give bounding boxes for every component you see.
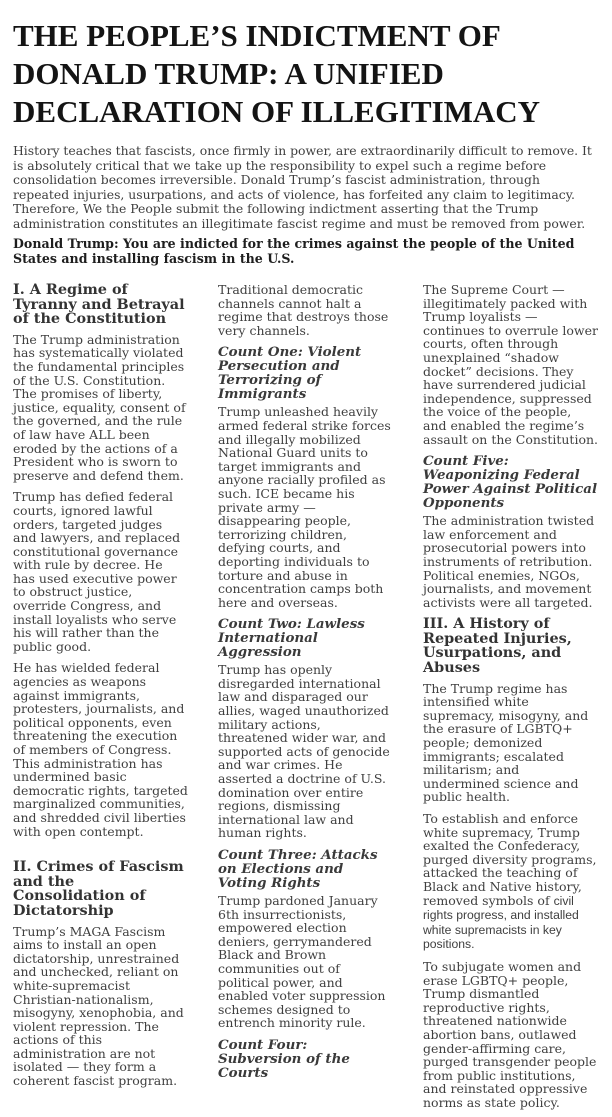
body-paragraph: Trump’s MAGA Fascism aims to install an open dictatorship, unrestrained and unchecked, reliant on white-supremacist Christian-nationalism, misogyny, xenophobia, and violent repression. The actions of this administration are not isolated — they form a coherent fascist program. xyxy=(13,923,184,1089)
count-heading: Count Three: Attacks on Elections and Voting Rights xyxy=(218,847,378,891)
sans-text-run: civil rights progress, and installed white supremacists in key positions. xyxy=(423,893,579,952)
body-paragraph: Trump has openly disregarded international law and disparaged our allies, waged unauthorized military actions, threatened wider war, and supported acts of genocide and war crimes. He asserted a doctrine of U.S. domination over entire regions, dismissing international law and human rights. xyxy=(218,662,390,841)
title-line: THE PEOPLE’S INDICTMENT OF xyxy=(13,18,501,53)
count-heading: Count Two: Lawless International Aggression xyxy=(218,616,365,661)
body-paragraph: The Supreme Court — illegitimately packed with Trump loyalists — continues to overrule lower courts, often through unexplained “shadow docket” decisions. They have surrendered judicial independence, suppressed the voice of the people, and enabled the regime’s assault on the Constitution. xyxy=(423,282,598,447)
body-paragraph-mixed-font xyxy=(423,812,598,952)
body-paragraph: Trump has defied federal courts, ignored lawful orders, targeted judges and lawyers, and replaced constitutional governance with rule by decree. He has used executive power to obstruct justice, override Congress, and install loyalists who serve his will rather than the public good. xyxy=(13,489,181,654)
serif-text-run: To establish and enforce white supremacy, Trump exalted the Confederacy, purged diversity programs, attacked the teaching of Black and Native history, removed symbols of xyxy=(423,811,597,908)
count-heading: Count Four: Subversion of the Courts xyxy=(218,1036,350,1081)
column-3 xyxy=(423,283,598,1117)
body-paragraph: To subjugate women and erase LGBTQ+ people, Trump dismantled reproductive rights, threatened nationwide abortion bans, outlawed gender-affirming care, purged transgender people from public institutions, and reinstated oppressive norms as state policy. xyxy=(423,958,597,1110)
document-title xyxy=(13,17,598,131)
count-heading: Count One: Violent Persecution and Terrorizing of Immigrants xyxy=(218,344,362,403)
body-paragraph: The Trump administration has systematically violated the fundamental principles of the U.S. Constitution. The promises of liberty, justice, equality, consent of the governed, and the rule of law have ALL been eroded by the actions of a President who is sworn to preserve and defend them. xyxy=(13,331,186,483)
section-heading: I. A Regime of Tyranny and Betrayal of the Constitution xyxy=(13,281,185,328)
body-paragraph: Trump unleashed heavily armed federal strike forces and illegally mobilized National Guard units to target immigrants and anyone racially profiled as such. ICE became his private army — disappearing people, terrorizing children, defying courts, and deporting individuals to torture and abuse in concentration camps both here and overseas. xyxy=(218,404,391,610)
body-paragraph: The administration twisted law enforcement and prosecutorial powers into instruments of retribution. Political enemies, NGOs, journalists, and movement activists were all targeted. xyxy=(423,513,595,610)
column-2 xyxy=(218,283,393,1117)
body-paragraph: The Trump regime has intensified white supremacy, misogyny, and the erasure of LGBTQ+ people; demonized immigrants; escalated militarism; and undermined science and public health. xyxy=(423,680,589,805)
columns-container xyxy=(13,283,598,1117)
intro-paragraph: History teaches that fascists, once firmly in power, are extraordinarily difficult to remove. It is absolutely critical that we take up the responsibility to expel such a regime before consolidation becomes irreversible. Donald Trump’s fascist administration, through repeated injuries, usurpations, and acts of violence, has forfeited any claim to legitimacy. Therefore, We the People submit the following indictment asserting that the Trump administration constitutes an illegitimate fascist regime and must be removed from power. xyxy=(13,143,592,231)
body-paragraph: Traditional democratic channels cannot halt a regime that destroys those very channels. xyxy=(218,282,389,338)
indictment-statement: Donald Trump: You are indicted for the crimes against the people of the United States and installing fascism in the U.S. xyxy=(13,236,575,266)
title-line: DONALD TRUMP: A UNIFIED xyxy=(13,56,444,91)
section-heading: II. Crimes of Fascism and the Consolidation of Dictatorship xyxy=(13,858,184,919)
count-heading: Count Five: Weaponizing Federal Power Against Political Opponents xyxy=(423,453,598,512)
body-paragraph: Trump pardoned January 6th insurrectionists, empowered election deniers, gerrymandered Black and Brown communities out of political power, and enabled voter suppression schemes designed to entrench minority rule. xyxy=(218,893,386,1031)
column-1 xyxy=(13,283,188,1117)
body-paragraph: He has wielded federal agencies as weapons against immigrants, protesters, journalists, and political opponents, even threatening the execution of members of Congress. This administration has undermined basic democratic rights, targeted marginalized communities, and shredded civil liberties with open contempt. xyxy=(13,660,188,839)
section-heading: III. A History of Repeated Injuries, Usurpations, and Abuses xyxy=(423,615,572,677)
title-line: DECLARATION OF ILLEGITIMACY xyxy=(13,94,541,129)
